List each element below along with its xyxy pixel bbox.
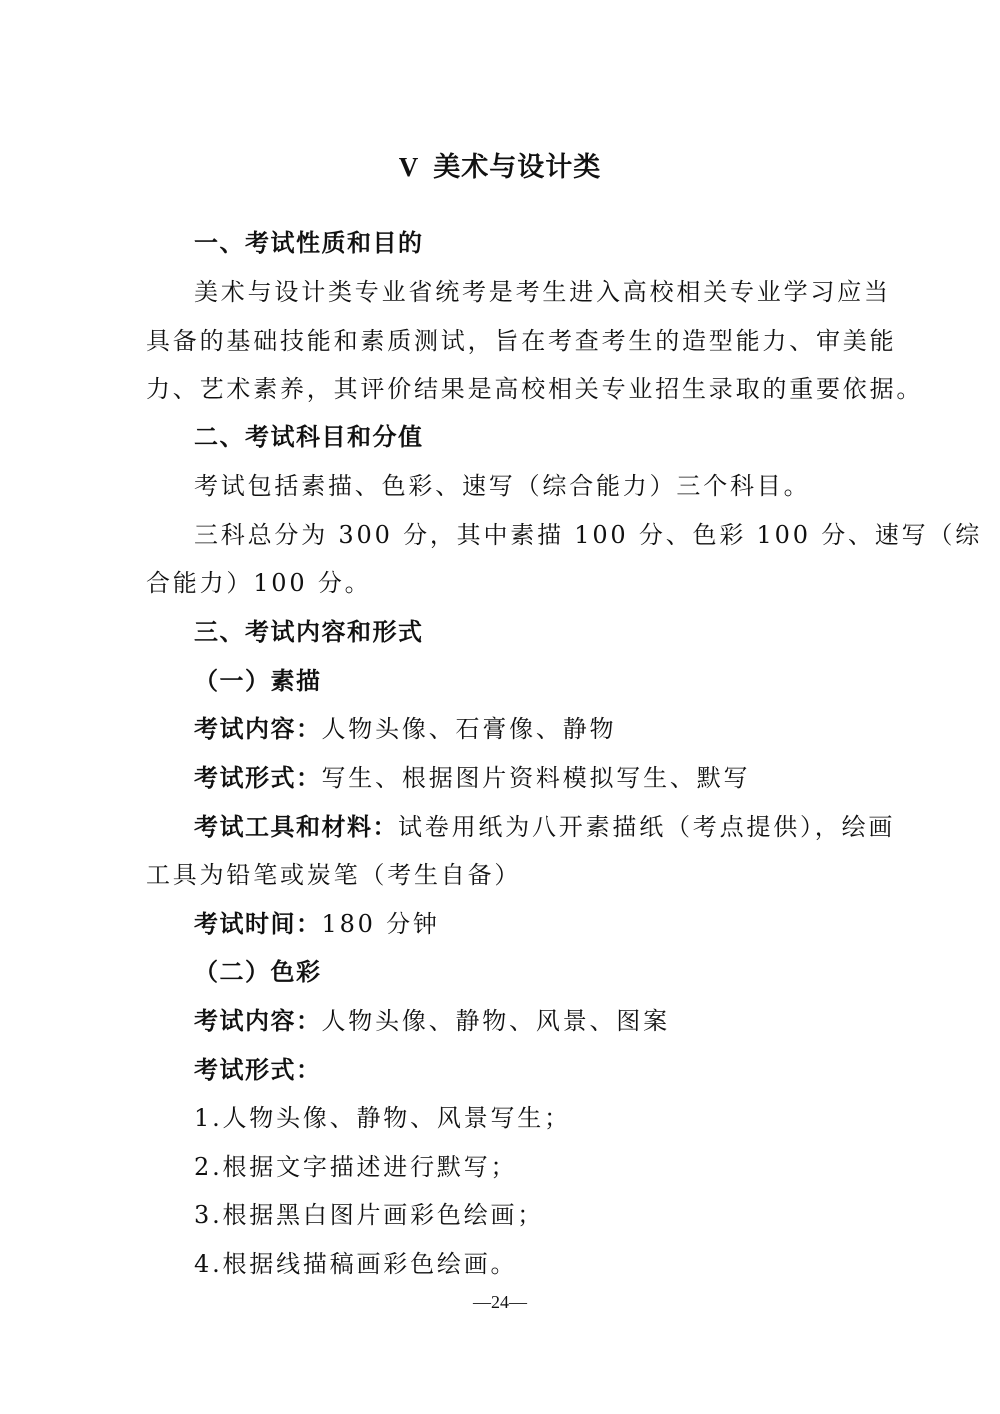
paragraph-line: 合能力）100 分。: [146, 569, 372, 597]
list-item: 4.根据线描稿画彩色绘画。: [194, 1250, 518, 1278]
field-value: 试卷用纸为八开素描纸（考点提供），绘画: [398, 813, 896, 841]
page-number: —24—: [473, 1292, 527, 1312]
list-item: 1.人物头像、静物、风景写生；: [194, 1104, 571, 1132]
sketch-content-row: [194, 712, 861, 746]
sketch-form-row: [194, 761, 861, 795]
field-label: 考试内容：: [194, 715, 322, 743]
field-label: 考试内容：: [194, 1007, 322, 1035]
field-value: 人物头像、石膏像、静物: [321, 715, 617, 743]
title-text: 美术与设计类: [433, 152, 602, 183]
section-heading-content-form: 三、考试内容和形式: [194, 618, 424, 646]
paragraph-line: 美术与设计类专业省统考是考生进入高校相关专业学习应当: [194, 278, 891, 306]
paragraph-line: 力、艺术素养，其评价结果是高校相关专业招生录取的重要依据。: [146, 375, 924, 403]
field-label: 考试形式：: [194, 1056, 322, 1084]
field-label: 考试形式：: [194, 764, 322, 792]
paragraph-line: 工具为铅笔或炭笔（考生自备）: [146, 861, 522, 889]
subsection-heading-sketch: （一）素描: [194, 667, 322, 695]
section-heading-subjects-scores: 二、考试科目和分值: [194, 423, 424, 451]
paragraph-line: 具备的基础技能和素质测试，旨在考查考生的造型能力、审美能: [146, 327, 897, 355]
list-item: 2.根据文字描述进行默写；: [194, 1153, 518, 1181]
sketch-tools-row: [194, 810, 896, 844]
field-label: 考试时间：: [194, 910, 322, 938]
color-form-row: [194, 1053, 861, 1087]
paragraph-line: 三科总分为 300 分，其中素描 100 分、色彩 100 分、速写（综: [194, 521, 982, 549]
color-content-row: [194, 1004, 861, 1038]
field-label: 考试工具和材料：: [194, 813, 398, 841]
page-title: [0, 145, 1000, 184]
paragraph-line: 考试包括素描、色彩、速写（综合能力）三个科目。: [194, 472, 811, 500]
title-roman-numeral: V: [398, 152, 420, 182]
field-value: 写生、根据图片资料模拟写生、默写: [321, 764, 751, 792]
list-item: 3.根据黑白图片画彩色绘画；: [194, 1201, 545, 1229]
sketch-time-row: [194, 907, 861, 941]
field-value: 180 分钟: [321, 910, 440, 938]
section-heading-nature-purpose: 一、考试性质和目的: [194, 229, 424, 257]
subsection-heading-color: （二）色彩: [194, 958, 322, 986]
field-value: 人物头像、静物、风景、图案: [321, 1007, 670, 1035]
